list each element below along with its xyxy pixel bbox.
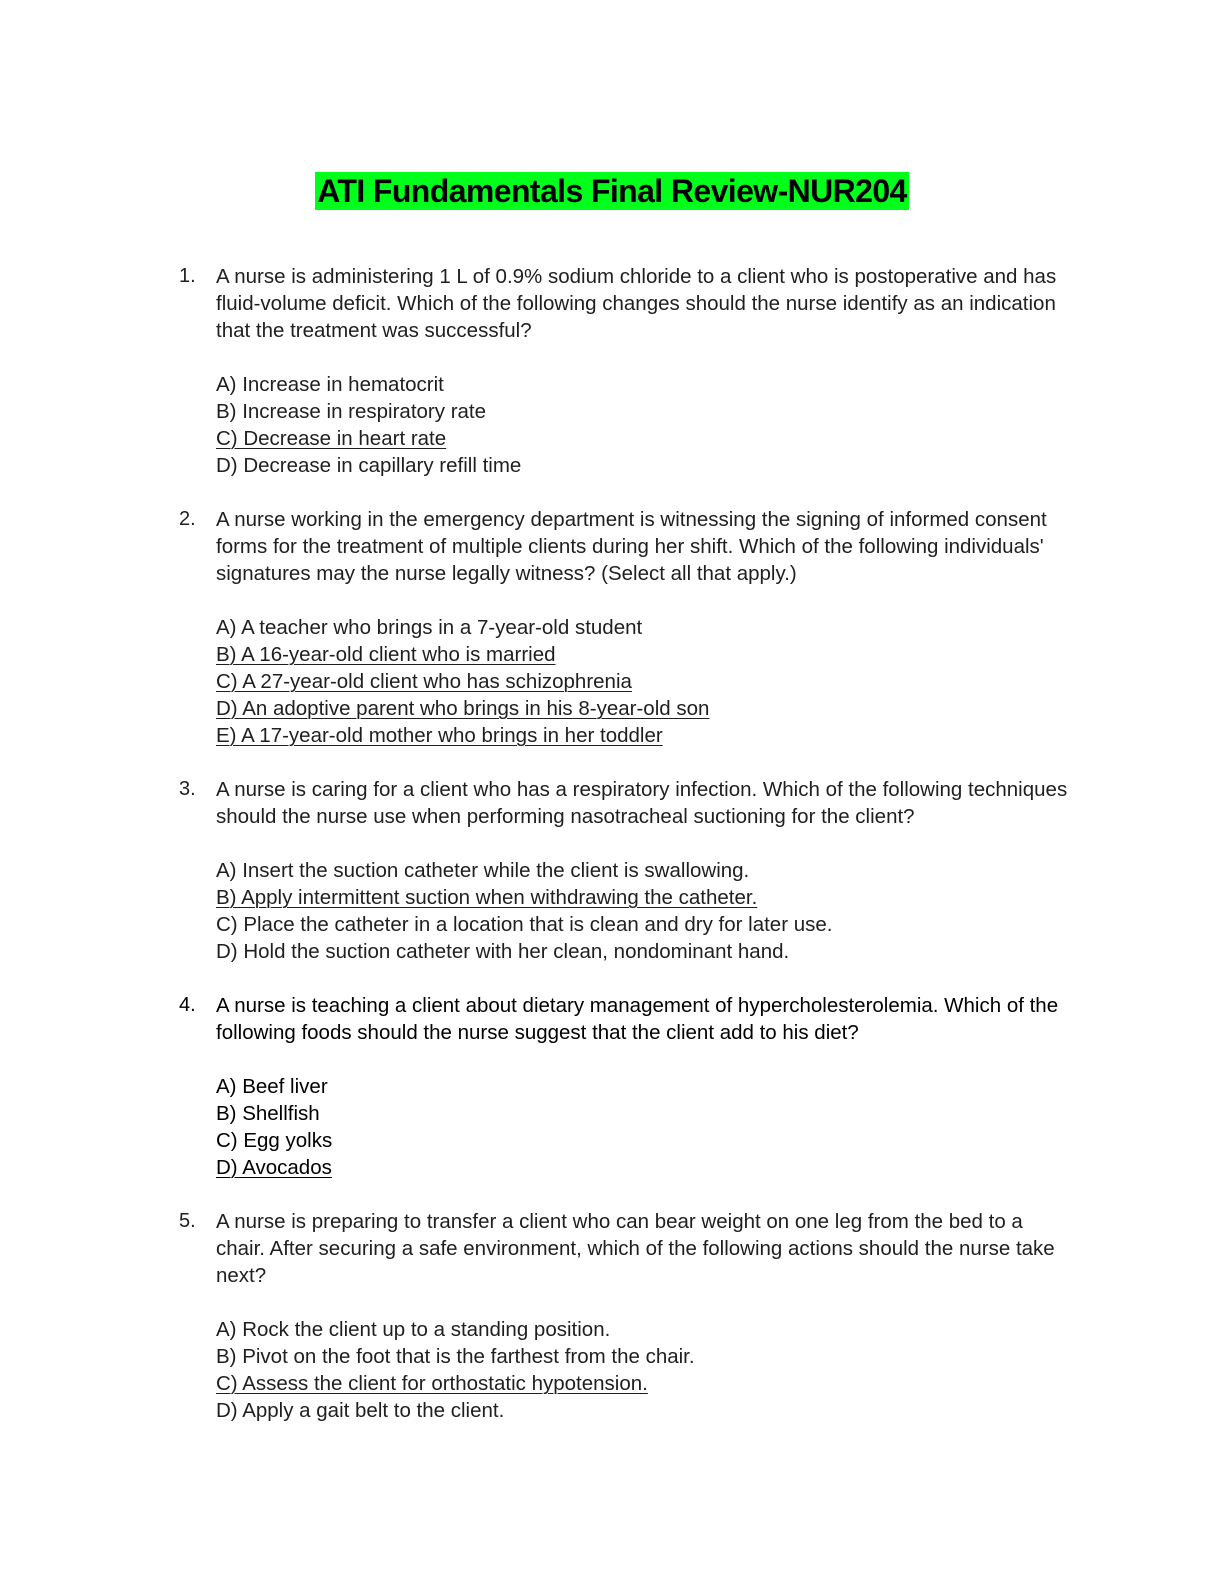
- answer-option: D) Decrease in capillary refill time: [216, 454, 522, 477]
- answer-option: C) Egg yolks: [216, 1129, 333, 1152]
- answer-option-correct: C) Assess the client for orthostatic hypotension.: [216, 1372, 648, 1395]
- title-container: [0, 172, 1224, 210]
- question-stem: A nurse is teaching a client about dietary management of hypercholesterolemia. Which of the following foods should the nurse suggest that the client add to his diet?: [216, 994, 1059, 1044]
- question-number: 1.: [179, 265, 196, 287]
- answer-option-correct: E) A 17-year-old mother who brings in her toddler: [216, 724, 663, 747]
- answer-option-correct: D) Avocados: [216, 1156, 332, 1179]
- answer-option: A) Increase in hematocrit: [216, 373, 444, 396]
- question-5: [0, 1208, 1224, 1424]
- answer-options: [216, 1316, 1074, 1424]
- question-3: [0, 776, 1224, 965]
- question-number: 4.: [179, 994, 196, 1016]
- question-stem: A nurse is caring for a client who has a respiratory infection. Which of the following techniques should the nurse use when performing nasotracheal suctioning for the client?: [216, 778, 1068, 828]
- answer-option-correct: C) Decrease in heart rate: [216, 427, 447, 450]
- question-stem: A nurse is preparing to transfer a client who can bear weight on one leg from the bed to a chair. After securing a safe environment, which of the following actions should the nurse take next?: [216, 1210, 1055, 1287]
- question-2: [0, 506, 1224, 749]
- answer-option: A) A teacher who brings in a 7-year-old student: [216, 616, 643, 639]
- question-list: [0, 263, 1224, 1451]
- answer-option-correct: D) An adoptive parent who brings in his 8-year-old son: [216, 697, 710, 720]
- answer-options: [216, 614, 1074, 749]
- answer-option: D) Hold the suction catheter with her clean, nondominant hand.: [216, 940, 790, 963]
- answer-options: [216, 371, 1074, 479]
- answer-option: C) Place the catheter in a location that is clean and dry for later use.: [216, 913, 833, 936]
- answer-option: A) Beef liver: [216, 1075, 328, 1098]
- answer-option: B) Increase in respiratory rate: [216, 400, 487, 423]
- question-1: [0, 263, 1224, 479]
- answer-option: B) Pivot on the foot that is the farthest from the chair.: [216, 1345, 695, 1368]
- question-number: 2.: [179, 508, 196, 530]
- answer-options: [216, 1073, 1074, 1181]
- question-stem: A nurse working in the emergency department is witnessing the signing of informed consent forms for the treatment of multiple clients during her shift. Which of the following individuals' signatures may the nurse legally witness? (Select all that apply.): [216, 508, 1047, 585]
- question-number: 5.: [179, 1210, 196, 1232]
- question-stem: A nurse is administering 1 L of 0.9% sodium chloride to a client who is postoperative and has fluid-volume deficit. Which of the following changes should the nurse identify as an indication that the treatment was successful?: [216, 265, 1057, 342]
- answer-options: [216, 857, 1074, 965]
- answer-option-correct: B) Apply intermittent suction when withdrawing the catheter.: [216, 886, 758, 909]
- answer-option: D) Apply a gait belt to the client.: [216, 1399, 505, 1422]
- answer-option: A) Insert the suction catheter while the client is swallowing.: [216, 859, 750, 882]
- answer-option: A) Rock the client up to a standing position.: [216, 1318, 611, 1341]
- answer-option-correct: C) A 27-year-old client who has schizophrenia: [216, 670, 632, 693]
- question-4: [0, 992, 1224, 1181]
- page-title: ATI Fundamentals Final Review-NUR204: [317, 173, 907, 209]
- answer-option-correct: B) A 16-year-old client who is married: [216, 643, 556, 666]
- question-number: 3.: [179, 778, 196, 800]
- answer-option: B) Shellfish: [216, 1102, 320, 1125]
